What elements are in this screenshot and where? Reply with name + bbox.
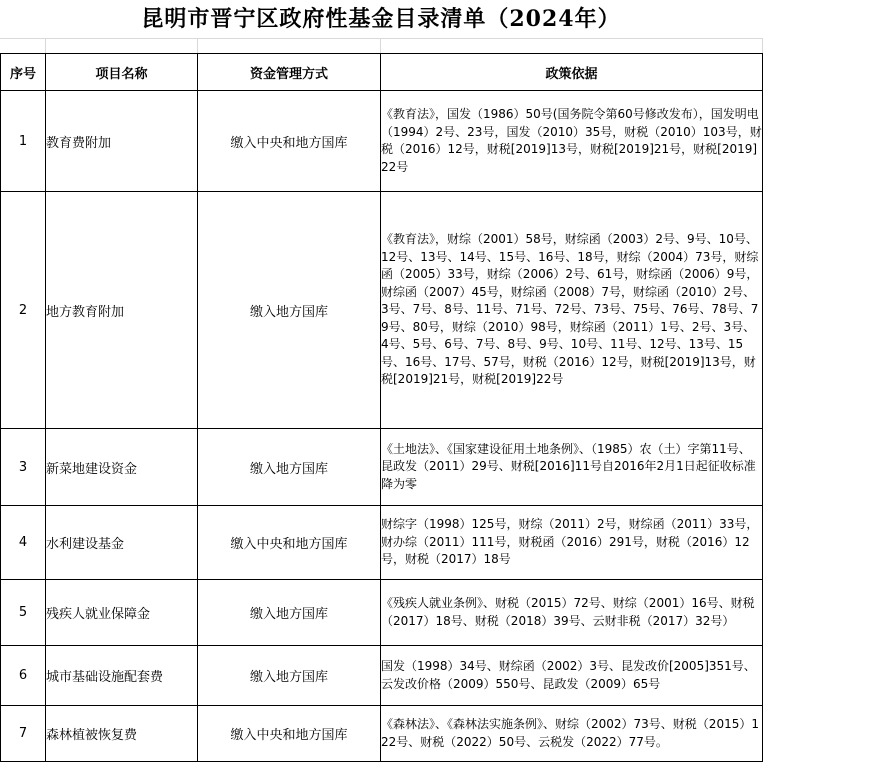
table-row bbox=[1, 429, 763, 506]
cell-basis: 国发（1998）34号、财综函（2002）3号、昆发改价[2005]351号、云发改价格（2009）550号、昆政发（2009）65号 bbox=[381, 646, 763, 706]
table-header-row bbox=[1, 54, 763, 91]
grid-line bbox=[0, 38, 762, 39]
cell-name: 残疾人就业保障金 bbox=[46, 580, 198, 646]
cell-method: 缴入中央和地方国库 bbox=[198, 91, 381, 192]
cell-method: 缴入中央和地方国库 bbox=[198, 706, 381, 762]
grid-line bbox=[380, 38, 381, 53]
cell-method: 缴入地方国库 bbox=[198, 646, 381, 706]
grid-line bbox=[762, 38, 763, 53]
cell-basis: 《土地法》、《国家建设征用土地条例》、（1985）农（土）字第11号、昆政发（2011）29号、财税[2016]11号自2016年2月1日起征收标准降为零 bbox=[381, 429, 763, 506]
cell-seq: 5 bbox=[1, 580, 46, 646]
cell-name: 地方教育附加 bbox=[46, 192, 198, 429]
cell-basis: 《残疾人就业条例》、财税（2015）72号、财综（2001）16号、财税（2017）18号、财税（2018）39号、云财非税（2017）32号） bbox=[381, 580, 763, 646]
cell-seq: 3 bbox=[1, 429, 46, 506]
cell-basis: 《教育法》，国发（1986）50号(国务院令第60号修改发布），国发明电（1994）2号、23号，国发（2010）35号，财税（2010）103号，财税（2016）12号，财税[2019]13号，财税[2019]21号，财税[2019]22号 bbox=[381, 91, 763, 192]
cell-basis: 《教育法》，财综（2001）58号，财综函（2003）2号、9号、10号、12号、13号、14号、15号、16号、18号，财综（2004）73号，财综函（2005）33号，财综（2006）2号、61号，财综函（2006）9号，财综函（2007）45号，财综函（2008）7号，财综函（2010）2号、3号、7号、8号、11号、71号、72号、73号、75号、76号、78号、79号、80号，财综（2010）98号，财综函（2011）1号、2号、3号、4号、5号、6号、7号、8号、9号、10号、11号、12号、13号、15号、16号、17号、57号，财税（2016）12号，财税[2019]13号，财税[2019]21号，财税[2019]22号 bbox=[381, 192, 763, 429]
page-title: 昆明市晋宁区政府性基金目录清单（2024年） bbox=[141, 6, 621, 32]
header-name: 项目名称 bbox=[46, 54, 198, 91]
header-basis: 政策依据 bbox=[381, 54, 763, 91]
header-method: 资金管理方式 bbox=[198, 54, 381, 91]
cell-seq: 7 bbox=[1, 706, 46, 762]
cell-name: 新菜地建设资金 bbox=[46, 429, 198, 506]
header-seq: 序号 bbox=[1, 54, 46, 91]
cell-seq: 4 bbox=[1, 506, 46, 580]
cell-name: 教育费附加 bbox=[46, 91, 198, 192]
cell-seq: 1 bbox=[1, 91, 46, 192]
cell-method: 缴入中央和地方国库 bbox=[198, 506, 381, 580]
cell-basis: 《森林法》、《森林法实施条例》、财综（2002）73号、财税（2015）122号、财税（2022）50号、云税发（2022）77号。 bbox=[381, 706, 763, 762]
grid-line bbox=[197, 38, 198, 53]
fund-catalog-table bbox=[0, 53, 763, 762]
cell-method: 缴入地方国库 bbox=[198, 580, 381, 646]
table-row bbox=[1, 580, 763, 646]
table-row bbox=[1, 646, 763, 706]
cell-method: 缴入地方国库 bbox=[198, 192, 381, 429]
cell-basis: 财综字（1998）125号，财综（2011）2号，财综函（2011）33号，财办综（2011）111号，财税函（2016）291号，财税（2016）12号，财税（2017）18号 bbox=[381, 506, 763, 580]
table-row bbox=[1, 91, 763, 192]
cell-name: 水利建设基金 bbox=[46, 506, 198, 580]
cell-seq: 2 bbox=[1, 192, 46, 429]
table-row bbox=[1, 192, 763, 429]
cell-method: 缴入地方国库 bbox=[198, 429, 381, 506]
cell-name: 森林植被恢复费 bbox=[46, 706, 198, 762]
cell-seq: 6 bbox=[1, 646, 46, 706]
table-row bbox=[1, 506, 763, 580]
table-row bbox=[1, 706, 763, 762]
grid-line bbox=[45, 38, 46, 53]
cell-name: 城市基础设施配套费 bbox=[46, 646, 198, 706]
